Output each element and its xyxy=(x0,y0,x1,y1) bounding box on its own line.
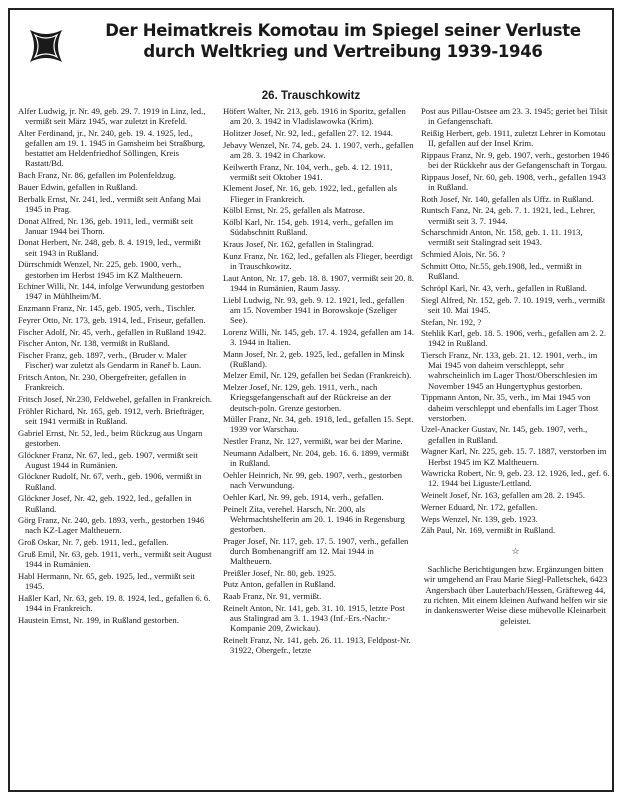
casualty-entry: Liebl Ludwig, Nr. 93, geb. 9. 12. 1921, led., gefallen am 15. November 1941 in Borowskoje (Szeliger See). xyxy=(223,294,405,325)
casualty-entry: Dürrschmidt Wenzel, Nr. 225, geb. 1900, verh., gestorben im Herbst 1945 im KZ Maltheuern. xyxy=(18,259,183,280)
casualty-entry: Höfert Walter, Nr. 213, geb. 1916 in Sporitz, gefallen am 20. 3. 1942 in Vladislawowka (Krim). xyxy=(223,106,406,127)
column-3-entries xyxy=(421,106,610,536)
casualty-entry: Post aus Pillau-Ostsee am 23. 3. 1945; geriet bei Tilsit in Gefangenschaft. xyxy=(421,106,608,127)
casualty-entry: Habl Hermann, Nr. 65, geb. 1925, led., vermißt seit 1945. xyxy=(18,570,195,591)
casualty-entry: Rippaus Franz, Nr. 9, geb. 1907, verh., gestorben 1946 bei der Rückkehr aus der Gefangenschaft in Torgau. xyxy=(421,149,610,170)
casualty-entry: Melzer Emil, Nr. 129, gefallen bei Sedan (Frankreich). xyxy=(223,370,412,381)
correction-note: Sachliche Berichtigungen bzw. Ergänzungen bitten wir umgehend an Frau Marie Siegl-Palletschek, 6423 Angersbach über Lauterbach/Hessen, Gräfteweg 44, zu richten. Mit einem kleinen Aufwand helfen wir sie in dankenswerter Weise diese mühevolle Kleinarbeit geleistet. xyxy=(423,563,608,626)
casualty-entry: Roth Josef, Nr. 140, gefallen als Uffz. in Rußland. xyxy=(421,193,594,204)
casualty-entry: Fritsch Josef, Nr.230, Feldwebel, gefallen in Frankreich. xyxy=(18,393,213,404)
casualty-entry: Bach Franz, Nr. 86, gefallen im Polenfeldzug. xyxy=(18,170,176,181)
casualty-entry: Kraus Josef, Nr. 162, gefallen in Stalingrad. xyxy=(223,239,374,250)
casualty-entry: Oehler Heinrich, Nr. 99, geb. 1907, verh., gestorben nach Verwundung. xyxy=(223,469,402,490)
column-1 xyxy=(18,106,214,626)
casualty-entry: Tippmann Anton, Nr. 35, verh., im Mai 1945 von daheim verschleppt und ebenfalls im Lager Thost verstorben. xyxy=(421,392,599,423)
casualty-entry: Schmitt Otto, Nr.55, geb.1908, led., vermißt in Rußland. xyxy=(421,260,582,282)
casualty-entry: Laut Anton, Nr. 17, geb. 18. 8. 1907, vermißt seit 20. 8. 1944 in Rumänien, Raum Jassy. xyxy=(223,272,414,293)
page-title xyxy=(82,20,604,62)
casualty-entry: Berbalk Ernst, Nr. 241, led., vermißt seit Anfang Mai 1945 in Prag. xyxy=(18,193,202,214)
casualty-entry: Peinelt Zita, verehel. Harsch, Nr. 200, als Wehrmachtshelferin am 20. 1. 1946 in Regensburg gestorben. xyxy=(223,503,405,534)
casualty-entry: Tiersch Franz, Nr. 133, geb. 21. 12. 1901, verh., im Mai 1945 von daheim verschleppt, sehr wahrscheinlich im Lager Thost/Oberschlesien im November 1945 an Hungertyphus gestorben. xyxy=(421,350,598,391)
casualty-entry: Klement Josef, Nr. 16, geb. 1922, led., gefallen als Flieger in Frankreich. xyxy=(223,183,397,204)
casualty-entry: Stefan, Nr. 192, ? xyxy=(421,316,482,327)
casualty-entry: Oehler Karl, Nr. 99, geb. 1914, verh., gefallen. xyxy=(223,491,384,502)
casualty-entry: Uzel-Anacker Gustav, Nr. 145, geb. 1907, verh., gefallen in Rußland. xyxy=(421,424,588,445)
casualty-entry: Fischer Franz, geb. 1897, verh., (Bruder v. Maler Fischer) war zuletzt als Gendarm in Raneř b. Laun. xyxy=(18,350,202,371)
casualty-entry: Kölbl Ernst, Nr. 25, gefallen als Matrose. xyxy=(223,205,365,216)
casualty-entry: Raab Franz, Nr. 91, vermißt. xyxy=(223,591,322,602)
casualty-entry: Lorenz Willi, Nr. 145, geb. 17. 4. 1924, gefallen am 14. 3. 1944 in Italien. xyxy=(223,326,414,347)
casualty-entry: Glöckner Franz, Nr. 67, led., geb. 1907, vermißt seit August 1944 in Rumänien. xyxy=(18,449,198,470)
casualty-entry: Rippaus Josef, Nr. 60, geb. 1908, verh., gefallen 1943 in Rußland. xyxy=(421,171,606,192)
casualty-entry: Donat Alfred, Nr. 136, geb. 1911, led., vermißt seit Januar 1944 bei Thorn. xyxy=(18,215,194,236)
casualty-entry: Prager Josef, Nr. 117, geb. 17. 5. 1907, verh., gefallen durch Bombenangriff am 12. Mai 1944 in Maltheuern. xyxy=(223,535,409,566)
casualty-entry: Kölbl Karl, Nr. 154, geb. 1914, verh., gefallen im Südabschnitt Rußland. xyxy=(223,217,394,238)
column-3 xyxy=(421,106,610,626)
title-line-1: Der Heimatkreis Komotau im Spiegel seiner Verluste xyxy=(105,21,581,40)
casualty-entry: Preißler Josef, Nr. 80, geb. 1925. xyxy=(223,567,337,578)
casualty-entry: Alter Ferdinand, jr., Nr. 240, geb. 19. 4. 1925, led., gefallen am 19. 1. 1945 in Gamsheim bei Straßburg, bestattet am Heldenfriedhof Söllingen, Kreis Rastatt/Bd. xyxy=(18,127,206,169)
section-heading: 26. Trauschkowitz xyxy=(261,90,361,102)
casualty-entry: Haustein Ernst, Nr. 199, in Rußland gestorben. xyxy=(18,614,179,625)
casualty-entry: Glöckner Josef, Nr. 42, geb. 1922, led., gefallen in Rußland. xyxy=(18,493,192,514)
casualty-entry: Siegl Alfred, Nr. 152, geb. 7. 10. 1919, verh., vermißt seit 10. Mai 1945. xyxy=(421,294,606,315)
casualty-entry: Groß Oskar, Nr. 7, geb. 1911, led., gefallen. xyxy=(18,537,169,548)
casualty-entry: Schmied Alois, Nr. 56. ? xyxy=(421,249,506,260)
casualty-entry: Müller Franz, Nr. 34, geb. 1918, led., gefallen 15. Sept. 1939 vor Warschau. xyxy=(223,414,414,435)
casualty-entry: Reinelt Franz, Nr. 141, geb. 26. 11. 1913, Feldpost-Nr. 31922, Obergefr., letzte xyxy=(223,634,411,656)
casualty-entry: Bauer Edwin, gefallen in Rußland. xyxy=(18,181,138,192)
casualty-entry: Donat Herbert, Nr. 248, geb. 8. 4. 1919, led., vermißt seit 1943 in Rußland. xyxy=(18,237,201,258)
casualty-entry: Putz Anton, gefallen in Rußland. xyxy=(223,579,336,590)
casualty-entry: Wagner Karl, Nr. 225, geb. 15. 7. 1887, verstorben im Herbst 1945 im KZ Maltheuern. xyxy=(421,446,607,467)
casualty-entry: Gruß Emil, Nr. 63, geb. 1911, verh., vermißt seit August 1944 in Rumänien. xyxy=(18,548,212,570)
casualty-entry: Neumann Adalbert, Nr. 204, geb. 16. 6. 1899, vermißt in Rußland. xyxy=(223,447,409,469)
casualty-entry: Weps Wenzel, Nr. 139, geb. 1923. xyxy=(421,513,538,524)
casualty-entry: Weinelt Josef, Nr. 163, gefallen am 28. 2. 1945. xyxy=(421,490,585,501)
title-line-2: durch Weltkrieg und Vertreibung 1939-1946 xyxy=(143,42,543,61)
casualty-entry: Gabriel Ernst, Nr. 52, led., beim Rückzug aus Ungarn gestorben. xyxy=(18,427,203,448)
casualty-entry: Jebavy Wenzel, Nr. 74, geb. 24. 1. 1907, verh., gefallen am 28. 3. 1942 in Charkow. xyxy=(223,139,414,160)
casualty-entry: Görg Franz, Nr. 240, geb. 1893, verh., gestorben 1946 nach KZ-Lager Maltheuern. xyxy=(18,515,205,536)
casualty-entry: Fischer Adolf, Nr. 45, verh., gefallen in Rußland 1942. xyxy=(18,326,207,337)
casualty-entry: Feyrer Otto, Nr. 173, geb. 1914, led., Friseur, gefallen. xyxy=(18,314,206,325)
star-icon: ☆ xyxy=(511,545,520,556)
iron-cross-icon xyxy=(24,24,68,68)
casualty-entry: Kunz Franz, Nr. 162, led., gefallen als Flieger, beerdigt in Trauschkowitz. xyxy=(223,250,413,271)
casualty-entry: Holitzer Josef, Nr. 92, led., gefallen 27. 12. 1944. xyxy=(223,127,393,138)
casualty-entry: Reinelt Anton, Nr. 141, geb. 31. 10. 1915, letzte Post aus Stalingrad am 3. 1. 1943 (Inf.-Ers.-Nachr.-Kompanie 209, Zwickau). xyxy=(223,602,405,634)
casualty-entry: Scharschmidt Anton, Nr. 158, geb. 1. 11. 1913, vermißt seit Stalingrad seit 1943. xyxy=(421,227,583,248)
casualty-entry: Alfer Ludwig, jr. Nr. 49, geb. 29. 7. 1919 in Linz, led., vermißt seit März 1945, war zuletzt in Krefeld. xyxy=(18,106,206,127)
casualty-entry: Zäh Paul, Nr. 169, vermißt in Rußland. xyxy=(421,525,556,536)
casualty-entry: Fritsch Anton, Nr. 230, Obergefreiter, gefallen in Frankreich. xyxy=(18,372,186,393)
casualty-entry: Keilwerth Franz, Nr. 104, verh., geb. 4. 12. 1911, vermißt seit Oktober 1941. xyxy=(223,161,393,182)
casualty-entry: Stehlik Karl, geb. 18. 5. 1906, verh., gefallen am 2. 2. 1942 in Rußland. xyxy=(421,328,606,349)
casualty-entry: Enzmann Franz, Nr. 145, geb. 1905, verh., Tischler. xyxy=(18,303,196,314)
casualty-entry: Haßler Karl, Nr. 63, geb. 19. 8. 1924, led., gefallen 6. 6. 1944 in Frankreich. xyxy=(18,592,211,613)
casualty-entry: Reißig Herbert, geb. 1911, zuletzt Lehrer in Komotau II, gefallen auf der Insel Krim. xyxy=(421,127,606,149)
casualty-entry: Echtner Willi, Nr. 144, infolge Verwundung gestorben 1947 in Mühlheim/M. xyxy=(18,281,205,302)
casualty-entry: Fischer Anton, Nr. 138, vermißt in Rußland. xyxy=(18,338,170,349)
casualty-entry: Wawricka Robert, Nr. 9, geb. 23. 12. 1926, led., gef. 6. 12. 1944 bei Liguste/Lettland. xyxy=(421,468,610,489)
casualty-entry: Werner Eduard, Nr. 172, gefallen. xyxy=(421,501,538,512)
casualty-entry: Schröpl Karl, Nr. 43, verh., gefallen in Rußland. xyxy=(421,282,587,293)
casualty-entry: Melzer Josef, Nr. 129, geb. 1911, verh., nach Kriegsgefangenschaft auf der Rückreise an der deutsch-poln. Grenze gestorben. xyxy=(223,382,392,413)
memorial-page xyxy=(8,8,614,792)
casualty-entry: Fröhler Richard, Nr. 165, geb. 1912, verh. Briefträger, seit 1941 vermißt in Rußland. xyxy=(18,405,205,426)
casualty-entry: Mann Josef, Nr. 2, geb. 1925, led., gefallen in Minsk (Rußland). xyxy=(223,348,405,369)
casualty-entry: Nestler Franz, Nr. 127, vermißt, war bei der Marine. xyxy=(223,436,403,447)
casualty-entry: Glöckner Rudolf, Nr. 67, verh., geb. 1906, vermißt in Rußland. xyxy=(18,471,202,492)
column-2 xyxy=(223,106,415,657)
casualty-entry: Runtsch Fanz, Nr. 24, geb. 7. 1. 1921, led., Lehrer, vermißt seit 3. 7. 1944. xyxy=(421,205,596,226)
